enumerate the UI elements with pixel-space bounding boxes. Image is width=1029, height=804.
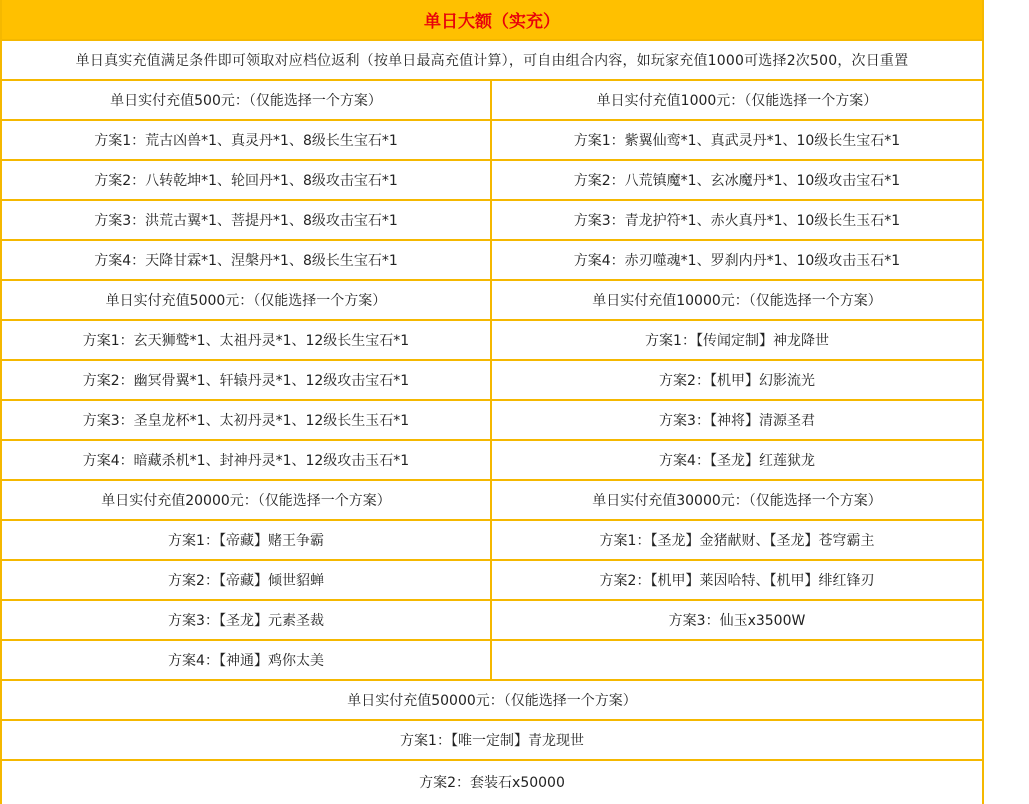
sheet-gutter	[984, 0, 1029, 804]
tier-1000-option-4: 方案4：赤刃噬魂*1、罗刹内丹*1、10级攻击玉石*1	[573, 253, 901, 269]
tier-header-row	[2, 281, 982, 321]
tier-30000-option-3: 方案3：仙玉x3500W	[668, 613, 806, 629]
option-row	[2, 561, 982, 601]
tier-10000-option-2: 方案2：【机甲】幻影流光	[659, 373, 815, 389]
tier-header-row	[2, 681, 982, 721]
tier-30000-option-2: 方案2：【机甲】莱因哈特、【机甲】绯红锋刃	[599, 573, 875, 589]
tier-20000-option-4: 方案4：【神通】鸡你太美	[2, 641, 492, 679]
tier-5000-option-3: 方案3：圣皇龙杯*1、太初丹灵*1、12级长生玉石*1	[2, 401, 492, 439]
option-row	[2, 161, 982, 201]
option-row	[2, 201, 982, 241]
tier-30000-option-1: 方案1：【圣龙】金猪献财、【圣龙】苍穹霸主	[599, 533, 875, 549]
option-row	[2, 361, 982, 401]
tier-500-option-2: 方案2：八转乾坤*1、轮回丹*1、8级攻击宝石*1	[2, 161, 492, 199]
option-row	[2, 521, 982, 561]
tier-30000-header: 单日实付充值30000元：（仅能选择一个方案）	[592, 493, 882, 509]
notice-row	[2, 41, 982, 81]
option-row	[2, 441, 982, 481]
tier-20000-option-2: 方案2：【帝藏】倾世貂蝉	[2, 561, 492, 599]
option-row	[2, 321, 982, 361]
option-row	[2, 241, 982, 281]
tier-50000-header: 单日实付充值50000元：（仅能选择一个方案）	[347, 693, 637, 709]
tier-10000-option-3: 方案3：【神将】清源圣君	[659, 413, 815, 429]
tier-20000-option-1: 方案1：【帝藏】赌王争霸	[2, 521, 492, 559]
tier-20000-option-3: 方案3：【圣龙】元素圣裁	[2, 601, 492, 639]
tier-1000-header: 单日实付充值1000元：（仅能选择一个方案）	[596, 93, 878, 109]
tier-10000-option-4: 方案4：【圣龙】红莲狱龙	[659, 453, 815, 469]
tier-1000-option-1: 方案1：紫翼仙鸾*1、真武灵丹*1、10级长生宝石*1	[573, 133, 901, 149]
tier-5000-header: 单日实付充值5000元：（仅能选择一个方案）	[2, 281, 492, 319]
option-row	[2, 121, 982, 161]
tier-500-option-1: 方案1：荒古凶兽*1、真灵丹*1、8级长生宝石*1	[2, 121, 492, 159]
table-title: 单日大额（实充）	[424, 12, 560, 32]
tier-header-row	[2, 81, 982, 121]
option-row	[2, 761, 982, 803]
tier-50000-option-1: 方案1：【唯一定制】青龙现世	[400, 733, 584, 749]
tier-10000-header: 单日实付充值10000元：（仅能选择一个方案）	[592, 293, 882, 309]
tier-10000-option-1: 方案1：【传闻定制】神龙降世	[645, 333, 829, 349]
tier-header-row	[2, 481, 982, 521]
option-row	[2, 721, 982, 761]
empty-cell	[492, 641, 982, 679]
option-row	[2, 401, 982, 441]
tier-1000-option-2: 方案2：八荒镇魔*1、玄冰魔丹*1、10级攻击宝石*1	[573, 173, 901, 189]
tier-5000-option-4: 方案4：暗藏杀机*1、封神丹灵*1、12级攻击玉石*1	[2, 441, 492, 479]
option-row	[2, 601, 982, 641]
tier-500-option-3: 方案3：洪荒古翼*1、菩提丹*1、8级攻击宝石*1	[2, 201, 492, 239]
tier-5000-option-2: 方案2：幽冥骨翼*1、轩辕丹灵*1、12级攻击宝石*1	[2, 361, 492, 399]
tier-1000-option-3: 方案3：青龙护符*1、赤火真丹*1、10级长生玉石*1	[573, 213, 901, 229]
table-title-row	[2, 0, 982, 41]
tier-500-option-4: 方案4：天降甘霖*1、涅槃丹*1、8级长生宝石*1	[2, 241, 492, 279]
notice-text: 单日真实充值满足条件即可领取对应档位返利（按单日最高充值计算），可自由组合内容，如玩家充值1000可选择2次500，次日重置	[75, 53, 909, 69]
option-row	[2, 641, 982, 681]
tier-50000-option-2: 方案2：套装石x50000	[419, 775, 565, 791]
tier-20000-header: 单日实付充值20000元：（仅能选择一个方案）	[2, 481, 492, 519]
tier-5000-option-1: 方案1：玄天狮鹫*1、太祖丹灵*1、12级长生宝石*1	[2, 321, 492, 359]
tier-500-header: 单日实付充值500元：（仅能选择一个方案）	[2, 81, 492, 119]
